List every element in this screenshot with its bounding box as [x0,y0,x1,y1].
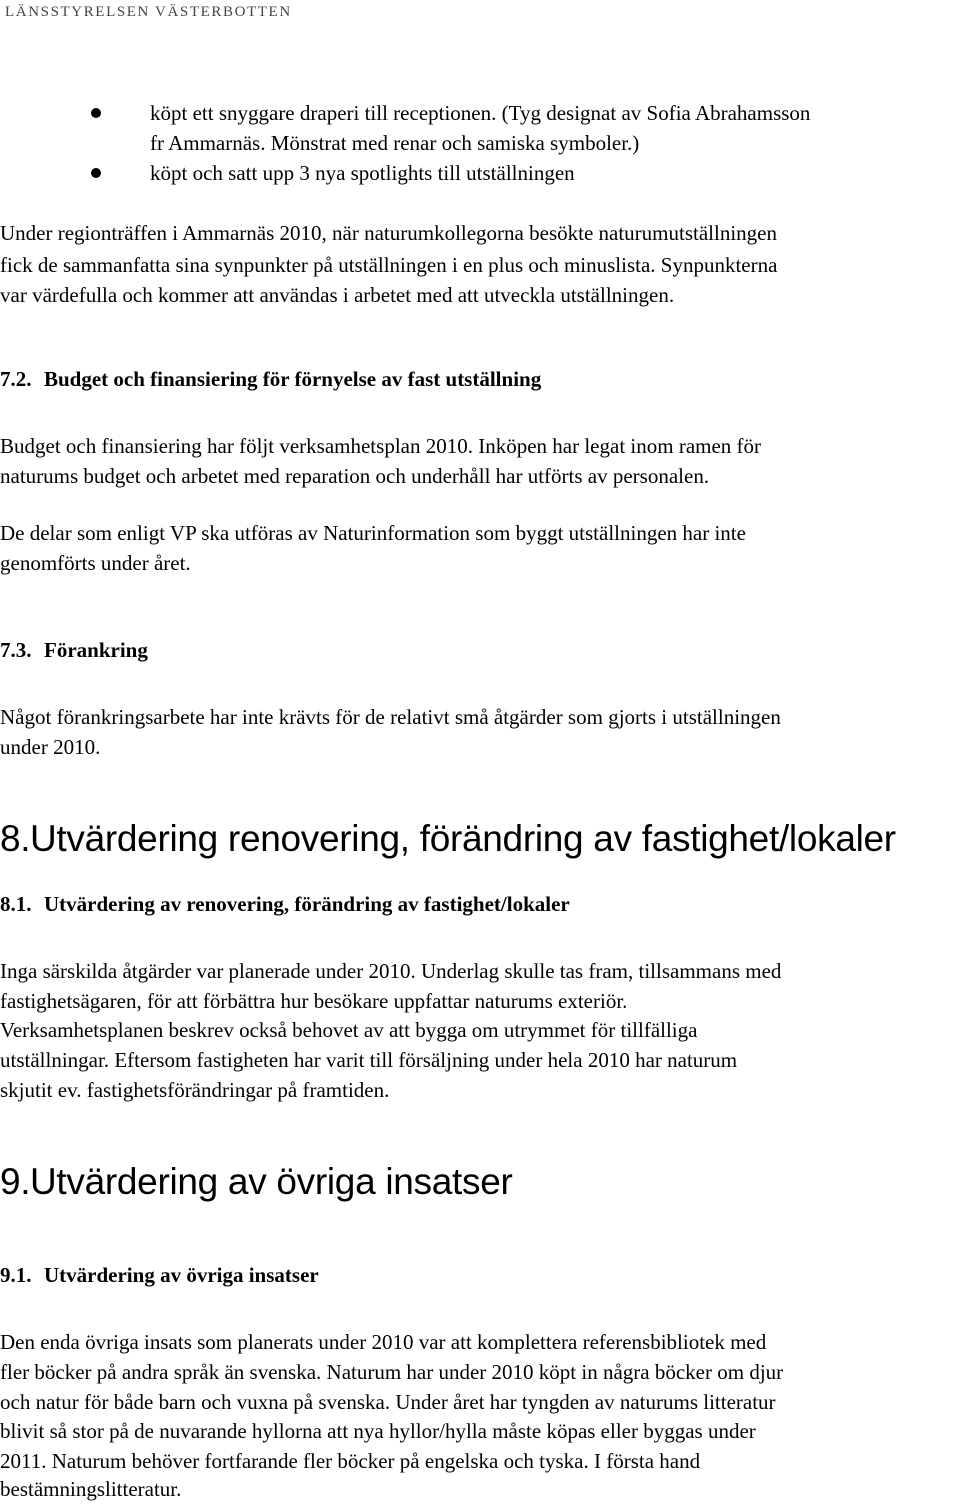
bullet-item-line: köpt och satt upp 3 nya spotlights till utställningen [150,161,575,185]
section-number: 7.3. [0,638,32,662]
chapter-title: Utvärdering av övriga insatser [30,1161,513,1202]
section-title: Budget och finansiering för förnyelse av fast utställning [44,367,542,391]
paragraph-line: Något förankringsarbete har inte krävts för de relativt små åtgärder som gjorts i utställningen [0,705,781,729]
chapter-number: 9. [0,1161,31,1202]
section-number: 8.1. [0,892,32,916]
chapter-number: 8. [0,818,31,859]
section-heading-8-1 [0,892,570,917]
section-title: Utvärdering av renovering, förändring av fastighet/lokaler [44,892,570,916]
paragraph-line: fastighetsägaren, för att förbättra hur besökare uppfattar naturums exteriör. [0,989,628,1013]
bullet-item-line: fr Ammarnäs. Mönstrat med renar och samiska symboler.) [150,131,640,155]
section-heading-7-3 [0,638,148,663]
paragraph-line: skjutit ev. fastighetsförändringar på framtiden. [0,1078,390,1102]
paragraph-line: fick de sammanfatta sina synpunkter på utställningen i en plus och minuslista. Synpunkterna [0,253,778,277]
page-header-org: LÄNSSTYRELSEN VÄSTERBOTTEN [5,4,292,20]
paragraph-line: blivit så stor på de nuvarande hyllorna att nya hyllor/hylla måste köpas eller byggas under [0,1419,756,1443]
paragraph-line: och natur för både barn och vuxna på svenska. Under året har tyngden av naturums litteratur [0,1390,776,1414]
paragraph-line: 2011. Naturum behöver fortfarande fler böcker på engelska och tyska. I första hand [0,1449,701,1473]
section-title: Förankring [44,638,148,662]
bullet-dot [91,168,101,178]
section-number: 7.2. [0,367,32,391]
section-heading-7-2 [0,367,541,392]
chapter-heading-9 [0,1161,513,1203]
paragraph-line: naturums budget och arbetet med reparation och underhåll har utförts av personalen. [0,464,710,488]
paragraph-line: under 2010. [0,735,101,759]
paragraph-line: Budget och finansiering har följt verksamhetsplan 2010. Inköpen har legat inom ramen för [0,434,762,458]
chapter-heading-8 [0,818,896,860]
paragraph-line: fler böcker på andra språk än svenska. Naturum har under 2010 köpt in några böcker om djur [0,1360,784,1384]
section-number: 9.1. [0,1263,32,1287]
paragraph-line: utställningar. Eftersom fastigheten har varit till försäljning under hela 2010 har naturum [0,1048,738,1072]
paragraph-line: Den enda övriga insats som planerats under 2010 var att komplettera referensbibliotek med [0,1330,767,1354]
paragraph-line: genomförts under året. [0,551,191,575]
section-heading-9-1 [0,1263,319,1288]
paragraph-line: var värdefulla och kommer att användas i arbetet med att utveckla utställningen. [0,283,675,307]
bullet-dot [91,108,101,118]
section-title: Utvärdering av övriga insatser [44,1263,319,1287]
paragraph-line: Verksamhetsplanen beskrev också behovet av att bygga om utrymmet för tillfälliga [0,1018,698,1042]
paragraph-line: Inga särskilda åtgärder var planerade under 2010. Underlag skulle tas fram, tillsammans med [0,959,782,983]
bullet-item-line: köpt ett snyggare draperi till receptionen. (Tyg designat av Sofia Abrahamsson [150,101,811,125]
paragraph-line: De delar som enligt VP ska utföras av Naturinformation som byggt utställningen har inte [0,521,746,545]
chapter-title: Utvärdering renovering, förändring av fastighet/lokaler [30,818,896,859]
paragraph-line: bestämningslitteratur. [0,1477,182,1501]
paragraph-line: Under regionträffen i Ammarnäs 2010, när naturumkollegorna besökte naturumutställningen [0,221,777,245]
